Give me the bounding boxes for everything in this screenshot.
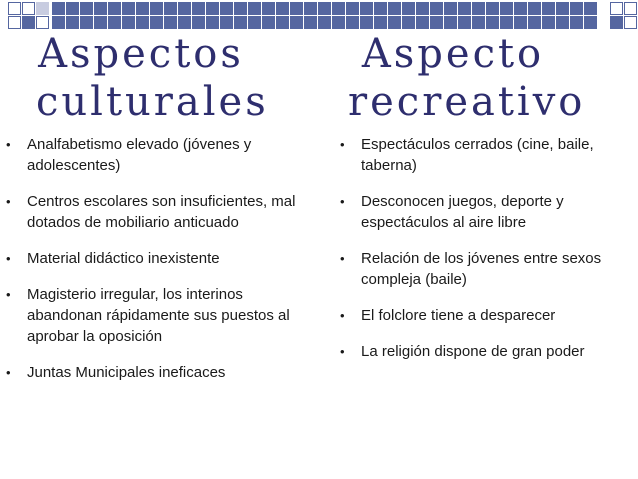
list-item	[6, 134, 306, 176]
bullet-icon: •	[6, 365, 11, 380]
decorative-square	[178, 16, 191, 29]
decorative-square	[570, 2, 583, 15]
list-item	[6, 362, 306, 383]
list-item-text: La religión dispone de gran poder	[361, 343, 585, 360]
decorative-square	[500, 2, 513, 15]
decorative-square	[486, 2, 499, 15]
decorative-square	[332, 2, 345, 15]
decorative-square	[472, 16, 485, 29]
decorative-square	[346, 2, 359, 15]
decorative-square	[458, 2, 471, 15]
decorative-square	[290, 2, 303, 15]
decorative-square	[388, 2, 401, 15]
bullet-icon: •	[340, 308, 345, 323]
decorative-square	[94, 2, 107, 15]
decorative-square	[22, 16, 35, 29]
decorative-square	[52, 16, 65, 29]
list-item	[6, 248, 306, 269]
list-item	[340, 248, 630, 290]
decorative-square	[164, 2, 177, 15]
decorative-square	[52, 2, 65, 15]
decorative-square	[444, 16, 457, 29]
decorative-square	[276, 16, 289, 29]
title-right	[348, 30, 586, 126]
decorative-square	[514, 2, 527, 15]
decorative-square	[360, 2, 373, 15]
decorative-square	[80, 2, 93, 15]
decorative-square	[346, 16, 359, 29]
list-item	[6, 191, 306, 233]
bullet-icon: •	[340, 251, 345, 266]
decorative-square	[584, 16, 597, 29]
decorative-square	[584, 2, 597, 15]
decorative-square	[570, 16, 583, 29]
decorative-square	[36, 16, 49, 29]
decorative-square	[290, 16, 303, 29]
decorative-square	[402, 16, 415, 29]
decorative-square	[248, 2, 261, 15]
decorative-square	[192, 2, 205, 15]
decorative-square	[192, 16, 205, 29]
decorative-square	[416, 2, 429, 15]
bullet-icon: •	[6, 251, 11, 266]
list-item-text: Juntas Municipales ineficaces	[27, 364, 226, 381]
list-item-text: El folclore tiene a desparecer	[361, 307, 556, 324]
title-right-line1: Aspecto	[361, 31, 545, 77]
list-item-text: Material didáctico inexistente	[27, 250, 220, 267]
decorative-square	[556, 16, 569, 29]
decorative-square	[66, 2, 79, 15]
list-item-text: Desconocen juegos, deporte y espectáculos al aire libre	[361, 193, 564, 231]
title-right-line2: recreativo	[348, 79, 586, 125]
decorative-square	[262, 16, 275, 29]
decorative-square	[206, 16, 219, 29]
decorative-square	[472, 2, 485, 15]
bullet-icon: •	[340, 344, 345, 359]
decorative-square	[528, 16, 541, 29]
decorative-square	[416, 16, 429, 29]
decorative-square	[332, 16, 345, 29]
decorative-square	[318, 2, 331, 15]
list-item-text: Centros escolares son insuficientes, mal dotados de mobiliario anticuado	[27, 193, 296, 231]
decorative-square	[220, 16, 233, 29]
title-left-line1: Aspectos	[38, 31, 244, 77]
decorative-square	[360, 16, 373, 29]
decorative-square	[248, 16, 261, 29]
decorative-square	[234, 16, 247, 29]
list-item	[340, 341, 630, 362]
decorative-square	[556, 2, 569, 15]
decorative-square	[178, 2, 191, 15]
recreational-list	[340, 134, 630, 377]
decorative-square	[610, 2, 623, 15]
decorative-square	[262, 2, 275, 15]
decorative-square	[500, 16, 513, 29]
bullet-icon: •	[6, 194, 11, 209]
list-item-text: Espectáculos cerrados (cine, baile, taberna)	[361, 136, 594, 174]
list-item	[340, 305, 630, 326]
list-item-text: Magisterio irregular, los interinos abandonan rápidamente sus puestos al aprobar la oposición	[27, 286, 290, 345]
decorative-square	[624, 2, 637, 15]
decorative-square	[206, 2, 219, 15]
decorative-square	[94, 16, 107, 29]
decorative-square	[304, 16, 317, 29]
decorative-square	[220, 2, 233, 15]
decorative-square	[136, 2, 149, 15]
decorative-square	[122, 2, 135, 15]
decorative-square	[542, 16, 555, 29]
decorative-square	[486, 16, 499, 29]
decorative-square	[458, 16, 471, 29]
decorative-square	[276, 2, 289, 15]
decorative-square	[234, 2, 247, 15]
decorative-square	[8, 2, 21, 15]
decorative-square	[36, 2, 49, 15]
decorative-square	[542, 2, 555, 15]
decorative-square	[444, 2, 457, 15]
decorative-square	[388, 16, 401, 29]
list-item	[340, 134, 630, 176]
decorative-square	[610, 16, 623, 29]
decorative-square	[430, 16, 443, 29]
decorative-square	[374, 2, 387, 15]
decorative-square	[514, 16, 527, 29]
bullet-icon: •	[6, 287, 11, 302]
decorative-square	[624, 16, 637, 29]
bullet-icon: •	[6, 137, 11, 152]
list-item	[6, 284, 306, 347]
decorative-square	[402, 2, 415, 15]
decorative-square	[304, 2, 317, 15]
decorative-square	[122, 16, 135, 29]
decorative-square	[80, 16, 93, 29]
decorative-square	[150, 16, 163, 29]
decorative-square	[136, 16, 149, 29]
decorative-square	[108, 2, 121, 15]
decorative-square	[22, 2, 35, 15]
list-item-text: Relación de los jóvenes entre sexos compleja (baile)	[361, 250, 602, 288]
title-left	[36, 30, 269, 126]
title-left-line2: culturales	[36, 79, 269, 125]
bullet-icon: •	[340, 137, 345, 152]
decorative-square	[150, 2, 163, 15]
decorative-square	[8, 16, 21, 29]
decorative-square	[430, 2, 443, 15]
decorative-square	[374, 16, 387, 29]
bullet-icon: •	[340, 194, 345, 209]
decorative-square	[528, 2, 541, 15]
list-item-text: Analfabetismo elevado (jóvenes y adolescentes)	[27, 136, 252, 174]
list-item	[340, 191, 630, 233]
decorative-square	[108, 16, 121, 29]
cultural-list	[6, 134, 306, 398]
decorative-square	[164, 16, 177, 29]
decorative-square	[66, 16, 79, 29]
decorative-square	[318, 16, 331, 29]
